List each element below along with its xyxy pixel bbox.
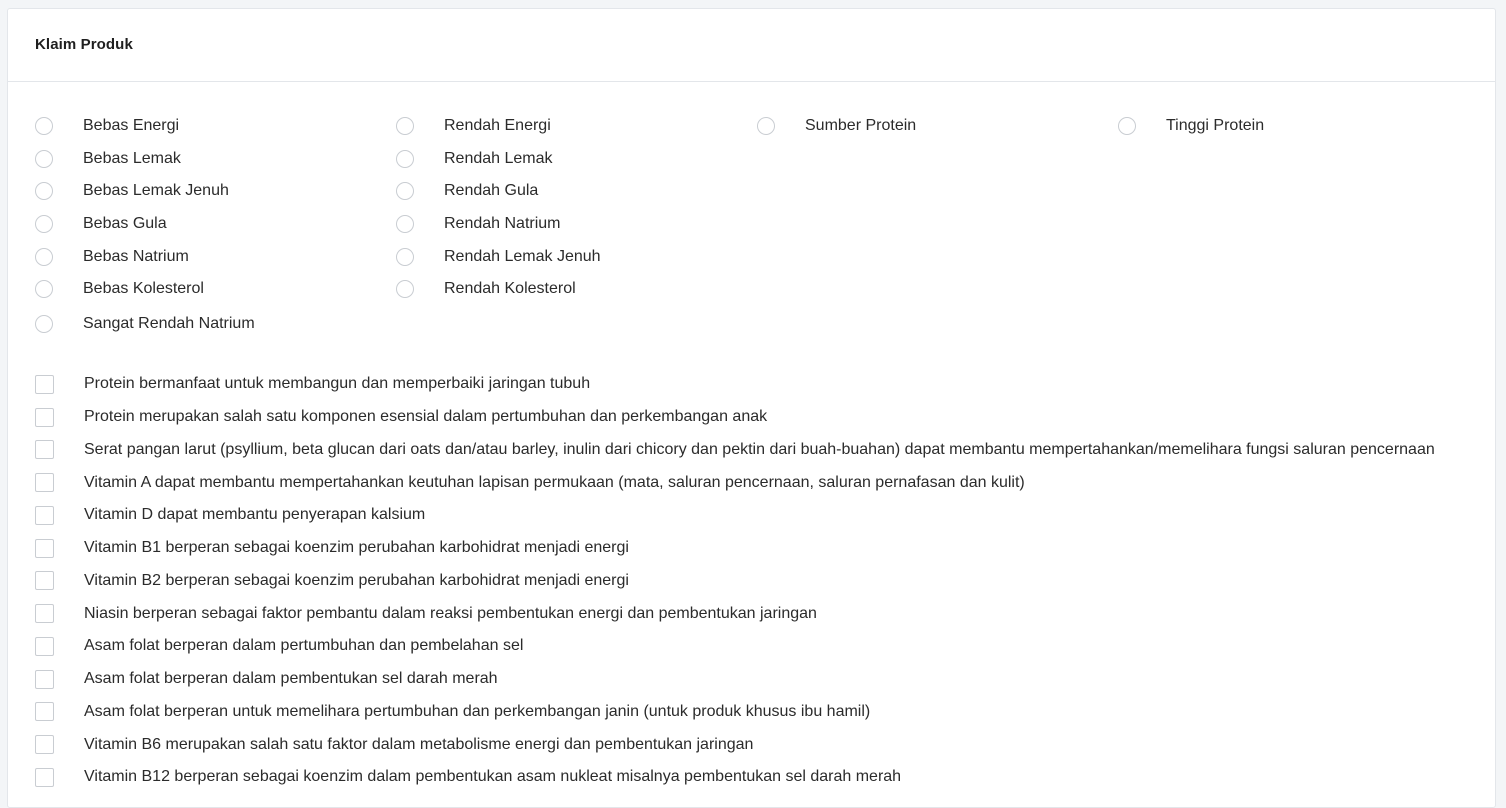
radio-button[interactable] xyxy=(35,248,53,266)
checkbox-option[interactable] xyxy=(35,597,1435,630)
radio-option[interactable] xyxy=(396,208,601,241)
card-header xyxy=(8,9,1495,82)
checkbox[interactable] xyxy=(35,604,54,623)
radio-label[interactable]: Sangat Rendah Natrium xyxy=(83,315,255,333)
checkbox-label[interactable]: Vitamin B1 berperan sebagai koenzim perubahan karbohidrat menjadi energi xyxy=(84,539,629,557)
checkbox-label[interactable]: Vitamin B12 berperan sebagai koenzim dalam pembentukan asam nukleat misalnya pembentukan sel darah merah xyxy=(84,768,902,786)
radio-button[interactable] xyxy=(35,182,53,200)
checkbox-option[interactable] xyxy=(35,565,1435,598)
radio-button[interactable] xyxy=(35,117,53,135)
checkbox-label[interactable]: Asam folat berperan dalam pembentukan sel darah merah xyxy=(84,670,498,688)
radio-column-sumber xyxy=(757,110,916,143)
radio-label[interactable]: Rendah Lemak Jenuh xyxy=(444,247,601,265)
checkbox-label[interactable]: Serat pangan larut (psyllium, beta glucan dari oats dan/atau barley, inulin dari chicory dan pektin dari buah-buahan) dapat membantu mempertahankan/memelihara fungsi saluran pencernaan xyxy=(84,440,1435,458)
card-title: Klaim Produk xyxy=(35,36,133,53)
radio-label[interactable]: Bebas Kolesterol xyxy=(83,280,204,298)
radio-option[interactable] xyxy=(396,175,601,208)
radio-button[interactable] xyxy=(1118,117,1136,135)
radio-button[interactable] xyxy=(35,150,53,168)
radio-option[interactable] xyxy=(35,240,229,273)
radio-button[interactable] xyxy=(35,280,53,298)
checkbox[interactable] xyxy=(35,735,54,754)
radio-label[interactable]: Rendah Natrium xyxy=(444,215,561,233)
radio-label[interactable]: Rendah Kolesterol xyxy=(444,280,576,298)
checkbox-label[interactable]: Vitamin D dapat membantu penyerapan kalsium xyxy=(84,506,426,524)
radio-label[interactable]: Bebas Energi xyxy=(83,117,180,135)
checkbox-label[interactable]: Asam folat berperan untuk memelihara pertumbuhan dan perkembangan janin (untuk produk khusus ibu hamil) xyxy=(84,702,871,720)
radio-option[interactable] xyxy=(35,175,229,208)
radio-label[interactable]: Rendah Lemak xyxy=(444,149,553,167)
radio-option[interactable] xyxy=(757,110,916,143)
checkbox[interactable] xyxy=(35,506,54,525)
checkbox[interactable] xyxy=(35,702,54,721)
radio-option[interactable] xyxy=(35,273,229,306)
radio-button[interactable] xyxy=(396,150,414,168)
checkbox-option[interactable] xyxy=(35,663,1435,696)
checkbox-option[interactable] xyxy=(35,532,1435,565)
claim-checkbox-list xyxy=(35,368,1435,794)
radio-label[interactable]: Sumber Protein xyxy=(805,117,917,135)
checkbox[interactable] xyxy=(35,768,54,787)
checkbox-label[interactable]: Protein bermanfaat untuk membangun dan memperbaiki jaringan tubuh xyxy=(84,375,591,393)
checkbox-label[interactable]: Protein merupakan salah satu komponen esensial dalam pertumbuhan dan perkembangan anak xyxy=(84,408,768,426)
checkbox-option[interactable] xyxy=(35,728,1435,761)
radio-option[interactable] xyxy=(396,273,601,306)
checkbox[interactable] xyxy=(35,408,54,427)
checkbox-option[interactable] xyxy=(35,630,1435,663)
checkbox[interactable] xyxy=(35,637,54,656)
radio-option[interactable] xyxy=(35,110,229,143)
checkbox-label[interactable]: Vitamin B6 merupakan salah satu faktor dalam metabolisme energi dan pembentukan jaringan xyxy=(84,735,754,753)
radio-label[interactable]: Bebas Gula xyxy=(83,215,167,233)
checkbox-label[interactable]: Asam folat berperan dalam pertumbuhan dan pembelahan sel xyxy=(84,637,524,655)
radio-button[interactable] xyxy=(35,215,53,233)
radio-column-rendah xyxy=(396,110,601,306)
checkbox-option[interactable] xyxy=(35,401,1435,434)
radio-button[interactable] xyxy=(396,182,414,200)
radio-option[interactable] xyxy=(396,143,601,176)
checkbox-option[interactable] xyxy=(35,499,1435,532)
radio-option[interactable] xyxy=(396,110,601,143)
radio-column-tinggi xyxy=(1118,110,1264,143)
radio-button[interactable] xyxy=(396,248,414,266)
checkbox[interactable] xyxy=(35,375,54,394)
radio-button[interactable] xyxy=(35,315,53,333)
radio-button[interactable] xyxy=(396,280,414,298)
radio-label[interactable]: Bebas Lemak xyxy=(83,149,181,167)
checkbox-option[interactable] xyxy=(35,466,1435,499)
radio-label[interactable]: Bebas Lemak Jenuh xyxy=(83,182,229,200)
checkbox[interactable] xyxy=(35,473,54,492)
radio-option[interactable] xyxy=(35,208,229,241)
radio-label[interactable]: Bebas Natrium xyxy=(83,247,189,265)
checkbox[interactable] xyxy=(35,571,54,590)
checkbox-option[interactable] xyxy=(35,696,1435,729)
radio-option[interactable] xyxy=(35,308,255,341)
checkbox-label[interactable]: Vitamin A dapat membantu mempertahankan keutuhan lapisan permukaan (mata, saluran pencernaan, saluran pernafasan dan kulit) xyxy=(84,473,1025,491)
checkbox[interactable] xyxy=(35,539,54,558)
radio-button[interactable] xyxy=(396,117,414,135)
checkbox-option[interactable] xyxy=(35,761,1435,794)
checkbox-option[interactable] xyxy=(35,368,1435,401)
checkbox[interactable] xyxy=(35,670,54,689)
extra-radio-group xyxy=(35,308,255,341)
checkbox-label[interactable]: Vitamin B2 berperan sebagai koenzim perubahan karbohidrat menjadi energi xyxy=(84,571,629,589)
radio-column-bebas xyxy=(35,110,229,306)
radio-label[interactable]: Rendah Energi xyxy=(444,117,551,135)
radio-button[interactable] xyxy=(757,117,775,135)
radio-label[interactable]: Tinggi Protein xyxy=(1166,117,1265,135)
checkbox-label[interactable]: Niasin berperan sebagai faktor pembantu dalam reaksi pembentukan energi dan pembentukan jaringan xyxy=(84,604,817,622)
radio-option[interactable] xyxy=(1118,110,1264,143)
checkbox-option[interactable] xyxy=(35,434,1435,467)
radio-button[interactable] xyxy=(396,215,414,233)
klaim-produk-card xyxy=(7,8,1496,808)
radio-option[interactable] xyxy=(396,240,601,273)
radio-label[interactable]: Rendah Gula xyxy=(444,182,539,200)
radio-option[interactable] xyxy=(35,143,229,176)
checkbox[interactable] xyxy=(35,440,54,459)
